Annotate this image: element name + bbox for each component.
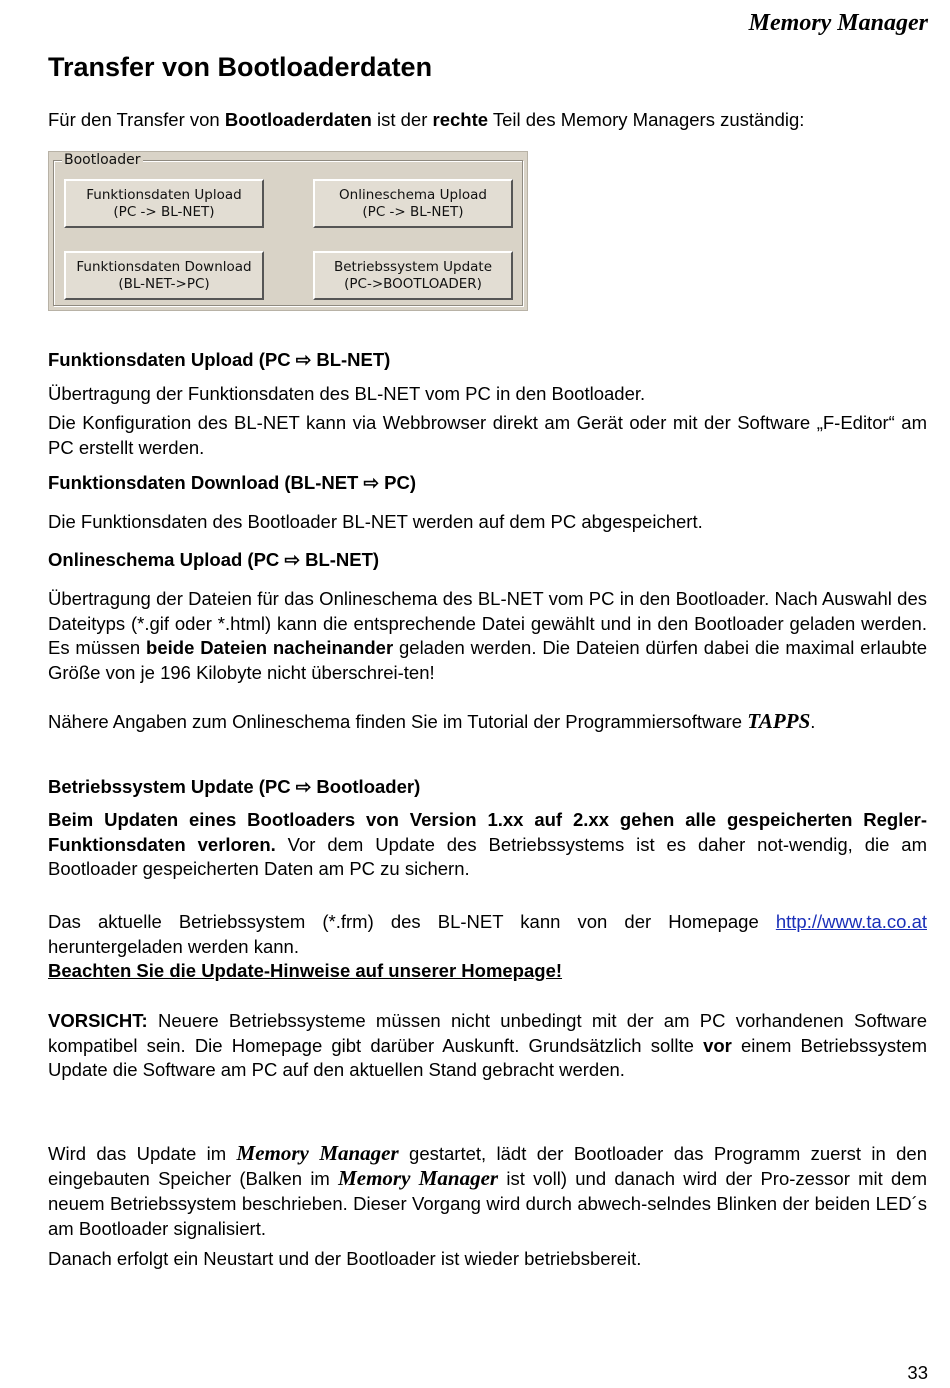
onlineschema-upload-button[interactable] [313,179,513,228]
text: heruntergeladen werden kann. [48,935,299,957]
heading-text: BL-NET) [311,349,391,370]
intro-text: Für den Transfer von [48,109,225,130]
section-heading-funktionsdaten-upload [48,348,927,373]
text: Das aktuelle Betriebssystem (*.frm) des BL-NET kann von der Homepage [48,911,776,932]
text: gestartet, lädt der Bootloader das Programm zuerst in den eingebauten Speicher (Balken im [48,1143,927,1189]
bootloader-group-box [53,152,523,306]
text: einem Betriebssystem Update die Software am PC auf den aktuellen Stand gebracht werden. [48,1034,928,1080]
section-heading-funktionsdaten-download [48,471,927,496]
running-header: Memory Manager [748,10,928,36]
text: Wird das Update im [48,1143,237,1164]
bold-text: beide Dateien nacheinander [146,637,394,658]
caution-label: VORSICHT: [48,1010,148,1031]
section-heading-betriebssystem-update [48,775,927,800]
heading-text: Onlineschema Upload (PC [48,549,285,570]
arrow-right-icon: ⇨ [295,349,312,370]
text: geladen werden. Die Dateien dürfen dabei die maximal erlaubte Größe von je 196 Kilobyte nicht überschrei-ten! [48,637,927,683]
text: Neuere Betriebssysteme müssen nicht unbedingt mit der am PC vorhandenen Software kompatibel sein. Die Homepage gibt darüber Auskunft. Grundsätzlich sollte [48,1010,927,1056]
button-label: (PC -> BL-NET) [362,203,464,220]
memory-manager-name: Memory Manager [236,1141,399,1165]
update-hint-notice: Beachten Sie die Update-Hinweise auf unserer Homepage! [48,960,563,981]
section-heading-onlineschema-upload [48,548,927,573]
arrow-right-icon: ⇨ [295,776,312,797]
button-label: Funktionsdaten Download [76,258,252,275]
paragraph [48,709,927,735]
paragraph: Die Konfiguration des BL-NET kann via Webbrowser direkt am Gerät oder mit der Software „F-Editor“ am PC erstellt werden. [48,412,927,458]
funktionsdaten-upload-button[interactable] [64,179,264,228]
heading-text: Funktionsdaten Download (BL-NET [48,472,364,493]
button-label: Onlineschema Upload [339,186,487,203]
heading-text: Bootloader) [311,776,421,797]
page-title: Transfer von Bootloaderdaten [48,52,433,82]
heading-text: PC) [379,472,417,493]
intro-paragraph [48,108,927,133]
paragraph [48,587,927,685]
button-label: Funktionsdaten Upload [86,186,242,203]
paragraph: Übertragung der Funktionsdaten des BL-NET vom PC in den Bootloader. [48,383,646,404]
heading-text: Funktionsdaten Upload (PC [48,349,296,370]
bootloader-dialog-screenshot [48,151,528,311]
homepage-link[interactable]: http://www.ta.co.at [775,911,927,932]
heading-text: Betriebssystem Update (PC [48,776,296,797]
arrow-right-icon: ⇨ [363,472,380,493]
betriebssystem-update-button[interactable] [313,251,513,300]
page-number: 33 [907,1362,928,1383]
text: . [810,711,816,732]
memory-manager-name: Memory Manager [338,1166,499,1190]
button-label: (PC -> BL-NET) [113,203,215,220]
bold-text: vor [703,1034,732,1056]
button-label: (BL-NET->PC) [118,275,210,292]
paragraph: Danach erfolgt ein Neustart und der Bootloader ist wieder betriebsbereit. [48,1248,642,1269]
paragraph [48,1141,927,1241]
caution-paragraph [48,1009,927,1083]
paragraph [48,910,927,959]
group-label: Bootloader [64,152,141,168]
intro-text: Teil des Memory Managers zuständig: [488,109,805,130]
heading-text: BL-NET) [299,549,380,570]
intro-text: ist der [371,109,433,130]
intro-bold: Bootloaderdaten [224,109,372,130]
funktionsdaten-download-button[interactable] [64,251,264,300]
arrow-right-icon: ⇨ [284,549,300,570]
button-label: (PC->BOOTLOADER) [344,275,482,292]
text: Übertragung der Dateien für das Onlineschema des BL-NET vom PC in den Bootloader. Nach Auswahl des Dateityps (*.gif oder *.html) kann die entsprechende Datei gewählt und in den Bootloader geladen werden. Es müssen [48,588,927,658]
text: Nähere Angaben zum Onlineschema finden Sie im Tutorial der Programmiersoftware [48,711,748,732]
button-label: Betriebssystem Update [333,258,493,275]
intro-bold: rechte [432,109,489,130]
bold-warning-text: Beim Updaten eines Bootloaders von Version 1.xx auf 2.xx gehen alle gespeicherten Regler-Funktionsdaten verloren. [48,809,927,855]
paragraph [48,808,927,882]
paragraph: Die Funktionsdaten des Bootloader BL-NET werden auf dem PC abgespeichert. [48,511,703,532]
tapps-name: TAPPS [747,709,811,733]
text: ist voll) und danach wird der Pro-zessor mit dem neuem Betriebssystem beschrieben. Dieser Vorgang wird durch abwech-selndes Blinken der beiden LED´s am Bootloader signalisiert. [48,1168,928,1239]
text: Vor dem Update des Betriebssystems ist es daher not-wendig, die am Bootloader gespeicherten Daten am PC zu sichern. [48,833,927,879]
